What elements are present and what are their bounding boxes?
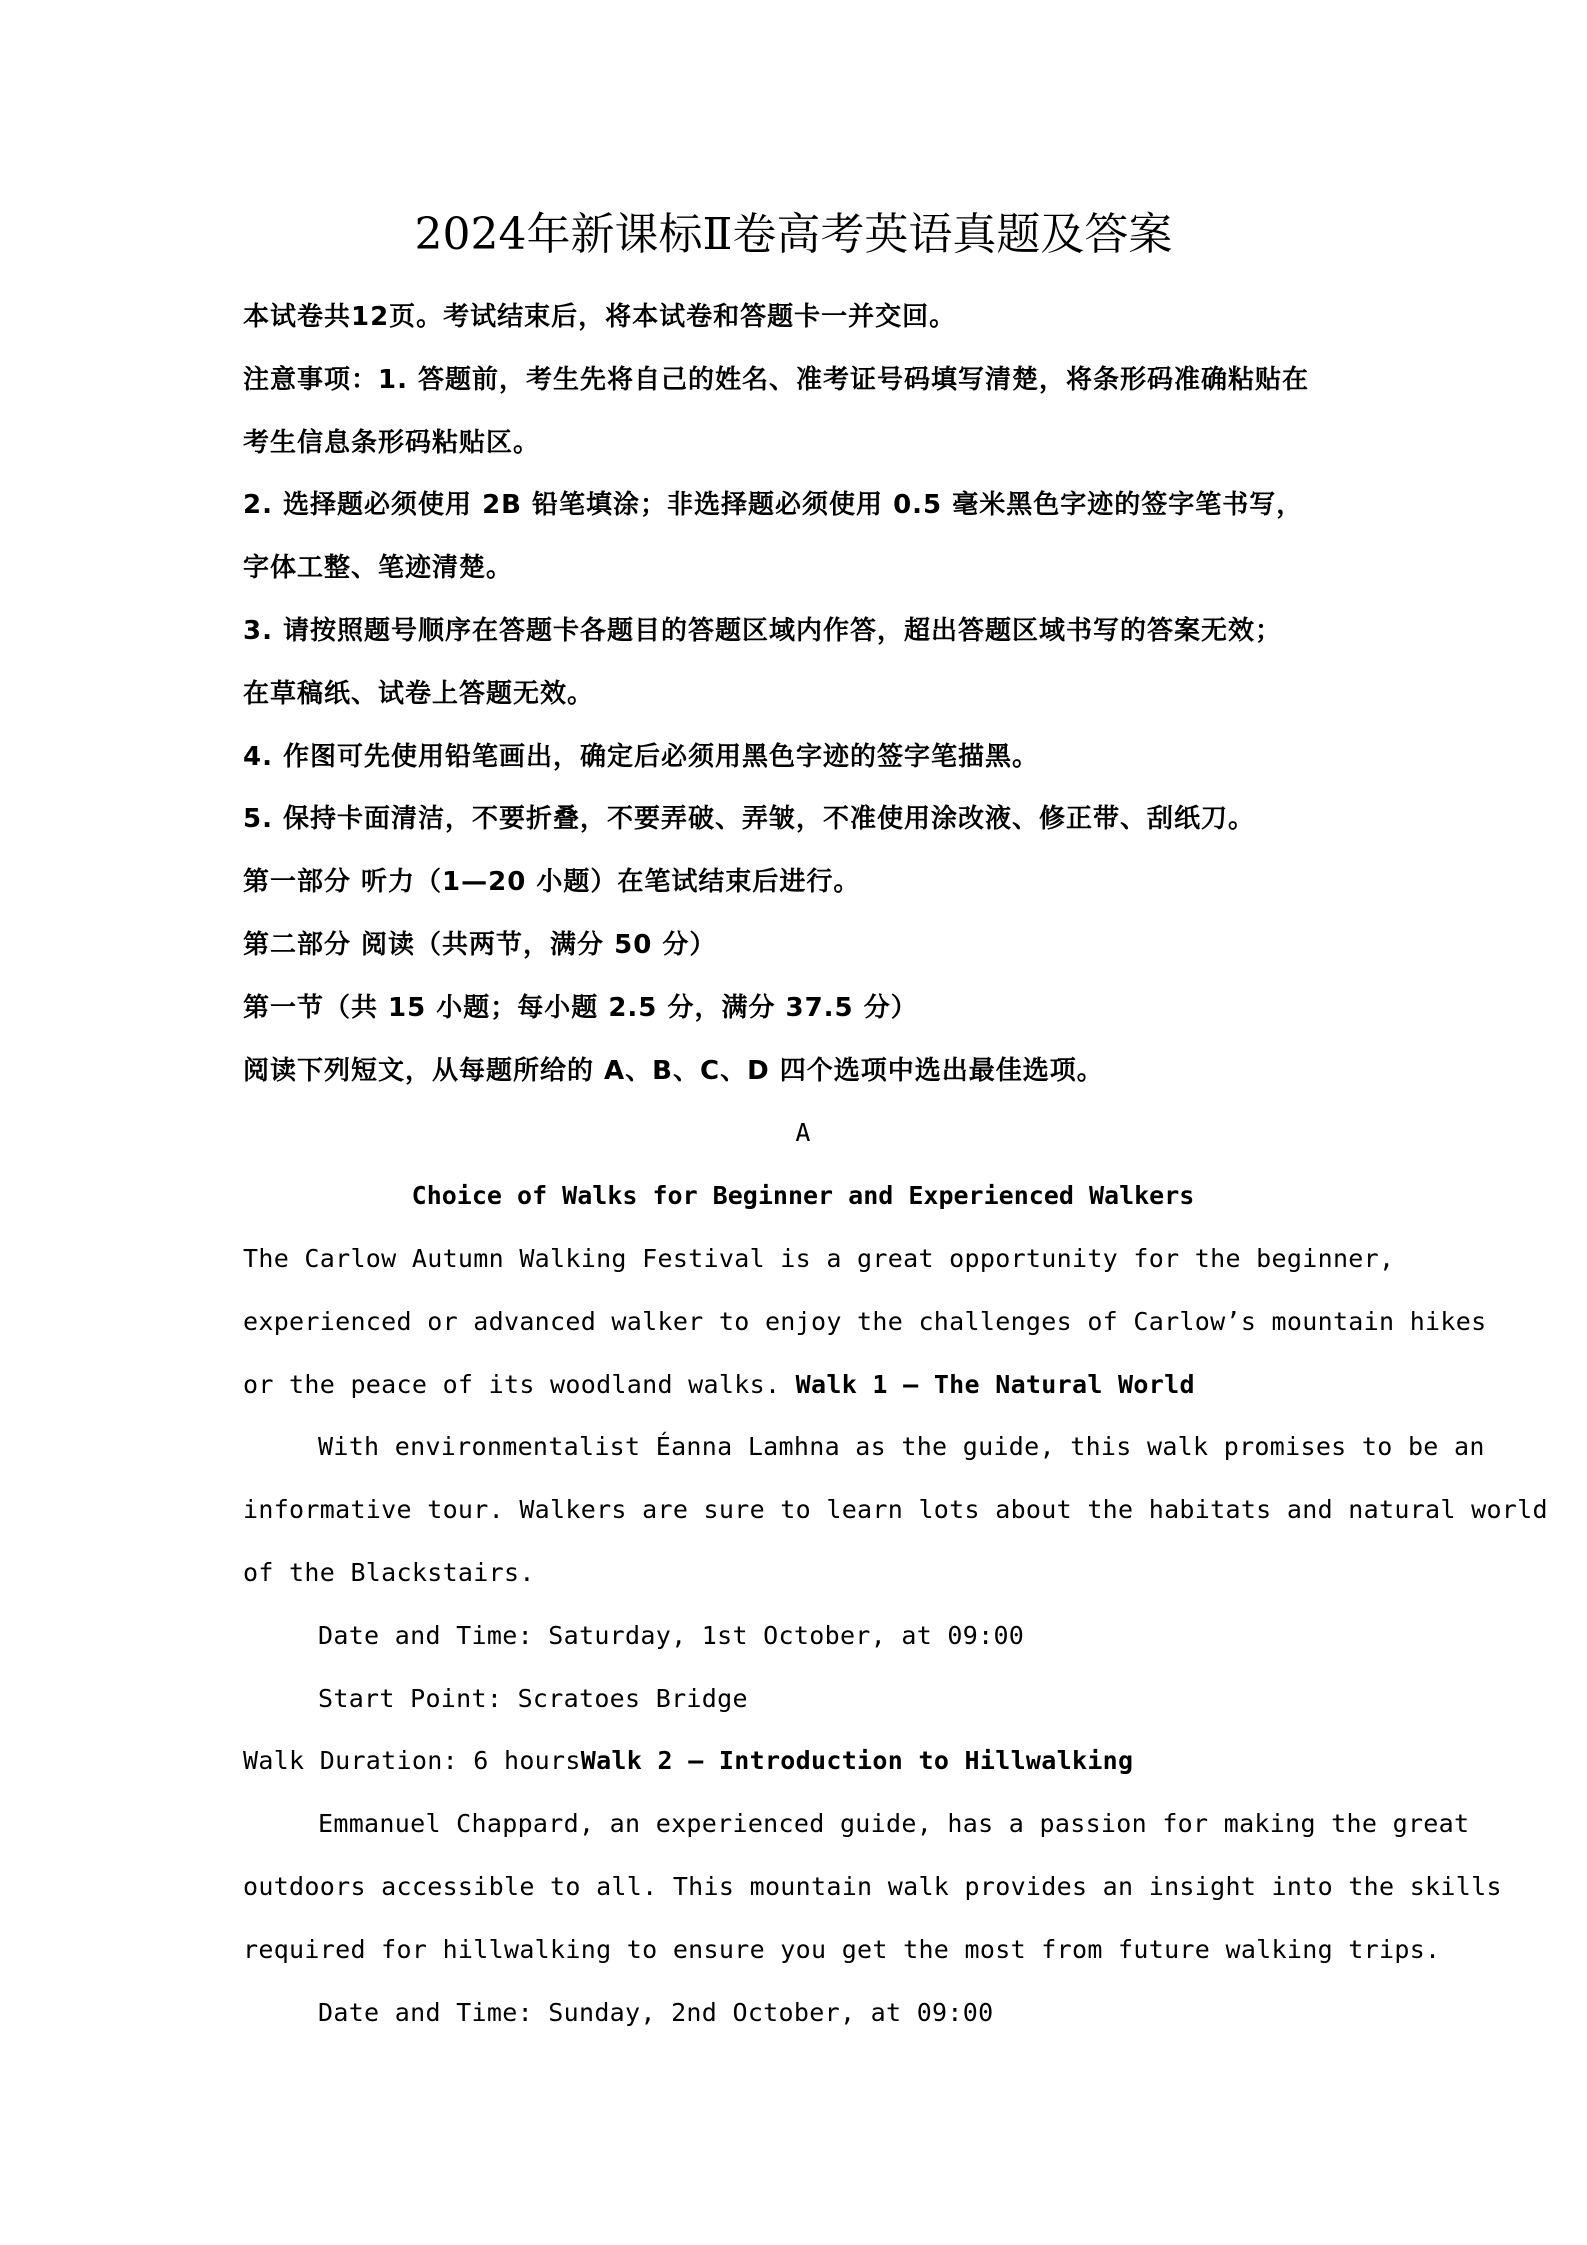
walk-2-desc-line-2: outdoors accessible to all. This mountain walk provides an insight into the skills [243, 1871, 1502, 1901]
page-title: 2024年新课标Ⅱ卷高考英语真题及答案 [414, 209, 1173, 260]
walk-1-title: Walk 1 — The Natural World [795, 1369, 1195, 1399]
walk-2-title: Walk 2 — Introduction to Hillwalking [580, 1746, 1134, 1776]
part-2-heading: 第二部分 阅读（共两节，满分 50 分） [243, 929, 717, 960]
note-3-line-b: 在草稿纸、试卷上答题无效。 [243, 678, 595, 709]
passage-intro-line-3 [243, 1354, 1363, 1417]
intro-line: 本试卷共12页。考试结束后，将本试卷和答题卡一并交回。 [243, 302, 957, 332]
walk-1-duration-line [243, 1730, 1363, 1793]
walk-2-desc-line-1: Emmanuel Chappard, an experienced guide, has a passion for making the great [318, 1809, 1470, 1839]
note-2-line-a: 2. 选择题必须使用 2B 铅笔填涂；非选择题必须使用 0.5 毫米黑色字迹的签字笔书写， [243, 490, 1304, 521]
passage-intro-line-1: The Carlow Autumn Walking Festival is a great opportunity for the beginner, [243, 1243, 1395, 1273]
passage-intro-text-3: or the peace of its woodland walks. [243, 1369, 781, 1399]
note-4-line: 4. 作图可先使用铅笔画出，确定后必须用黑色字迹的签字笔描黑。 [243, 741, 1040, 772]
note-5-line: 5. 保持卡面清洁，不要折叠，不要弄破、弄皱，不准使用涂改液、修正带、刮纸刀。 [243, 804, 1256, 835]
walk-1-desc-line-1: With environmentalist Éanna Lamhna as the guide, this walk promises to be an [318, 1432, 1485, 1462]
passage-label: A [795, 1118, 811, 1148]
walk-2-desc-line-3: required for hillwalking to ensure you get the most from future walking trips. [243, 1934, 1441, 1964]
note-1-line-a: 注意事项：1. 答题前，考生先将自己的姓名、准考证号码填写清楚，将条形码准确粘贴在 [243, 364, 1310, 395]
page-content [243, 286, 1548, 2044]
note-1-line-b: 考生信息条形码粘贴区。 [243, 427, 541, 458]
note-3-line-a: 3. 请按照题号顺序在答题卡各题目的答题区域内作答，超出答题区域书写的答案无效； [243, 615, 1283, 646]
walk-1-date: Date and Time: Saturday, 1st October, at 09:00 [318, 1620, 1025, 1650]
passage-intro-line-2: experienced or advanced walker to enjoy the challenges of Carlow’s mountain hikes [243, 1306, 1487, 1336]
walk-1-desc-line-3: of the Blackstairs. [243, 1557, 535, 1587]
note-2-line-b: 字体工整、笔迹清楚。 [243, 553, 514, 584]
passage-heading: Choice of Walks for Beginner and Experienced Walkers [411, 1181, 1195, 1211]
walk-1-start: Start Point: Scratoes Bridge [318, 1683, 748, 1713]
section-1-heading: 第一节（共 15 小题；每小题 2.5 分，满分 37.5 分） [243, 992, 918, 1023]
part-1-heading: 第一部分 听力（1—20 小题）在笔试结束后进行。 [243, 867, 861, 898]
walk-1-duration: Walk Duration: 6 hours [243, 1746, 581, 1776]
walk-2-date: Date and Time: Sunday, 2nd October, at 09:00 [318, 1997, 994, 2027]
reading-instruction: 阅读下列短文，从每题所给的 A、B、C、D 四个选项中选出最佳选项。 [243, 1055, 1104, 1086]
walk-1-desc-line-2: informative tour. Walkers are sure to learn lots about the habitats and natural world [243, 1495, 1548, 1525]
